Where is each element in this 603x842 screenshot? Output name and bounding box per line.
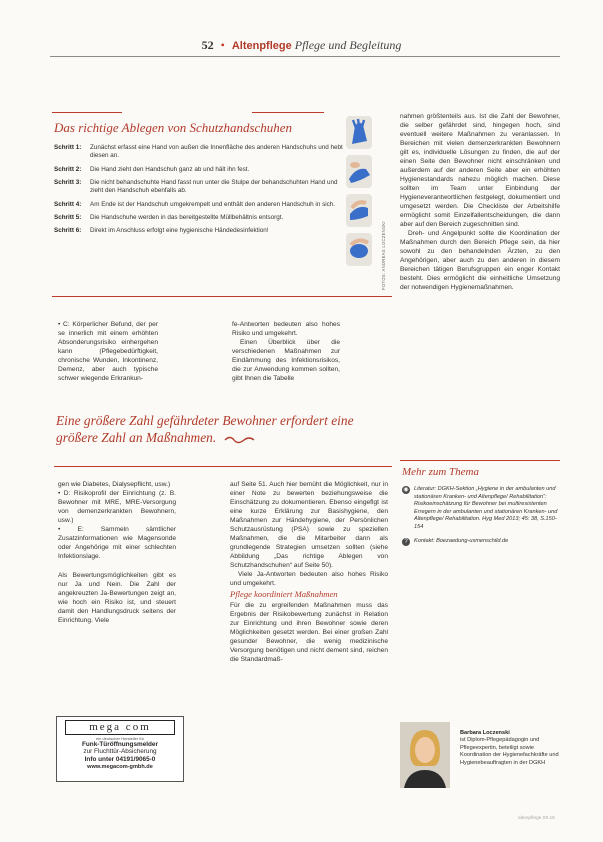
ad-text: zur Fluchttür-Absicherung <box>83 748 157 756</box>
paragraph: gen wie Diabetes, Dialysepflicht, usw.) <box>58 481 171 488</box>
paragraph: fe-Antworten bedeuten also hohes Risiko und umgekehrt. <box>232 321 340 337</box>
step-text: Die Handschuhe werden in das bereitgestellte Müllbehältnis entsorgt. <box>90 213 284 221</box>
reference-list <box>402 486 558 552</box>
flourish-icon <box>224 434 258 444</box>
step-text: Am Ende ist der Handschuh umgekrempelt und enthält den anderen Handschuh in sich. <box>90 200 336 208</box>
text-column <box>58 480 176 625</box>
box-rule <box>252 112 324 113</box>
step-label: Schritt 1: <box>54 144 82 151</box>
paragraph: Für die zu ergreifenden Maßnahmen muss das Ergebnis der Risikobewertung zunächst in Relation zur Einrichtung und ihren Bewohner sowie deren Möglichkeiten gesetzt werden. Bei einer großen Zahl gesunder Bewohner, die wenig medizinische Versorgung benötigen und nicht dement sind, reichen die Standardmaß- <box>230 602 388 663</box>
step-label: Schritt 6: <box>54 227 82 235</box>
paragraph: Viele Ja-Antworten bedeuten also hohes Risiko und umgekehrt. <box>230 571 388 587</box>
info-icon: ? <box>402 538 410 546</box>
paragraph: • D: Risikoprofil der Einrichtung (z. B. Bewohner mit MRE, MRE-Versorgung von demenzerkrankten Bewohnern, usw.) <box>58 490 176 524</box>
text-column <box>230 480 388 664</box>
paragraph: • E: Sammeln sämtlicher Zusatzinformationen wie Magensonde oder Angehörige mit einer schlechten Infektionslage. <box>58 526 176 560</box>
reference-item <box>402 486 558 532</box>
step-label: Schritt 5: <box>54 213 82 221</box>
step-item <box>54 179 344 195</box>
steps-box-title: Das richtige Ablegen von Schutzhandschuhen <box>54 120 293 135</box>
photo-credit: FOTOS: ANDREAS LOCZENSKI <box>381 221 386 290</box>
footer-mark: altenpflege 09.15 <box>518 816 555 821</box>
page-number: 52 <box>201 38 214 52</box>
step-text: Zunächst erfasst eine Hand von außen die Innenfläche des anderen Handschuhs und hebt diesen an. <box>90 144 343 160</box>
text-column <box>400 112 560 292</box>
author-photo <box>400 722 450 788</box>
paragraph: • C: Körperlicher Befund, der per se innerlich mit einem erhöhten Absonderungsrisiko einhergehen kann (Pflegebedürftigkeit, chronische Wunden, Inkontinenz, Demenz, aber auch typische schwer wiegende Erkrankun- <box>58 321 158 382</box>
step-item <box>54 144 344 160</box>
subheading: Pflege koordiniert Maßnahmen <box>230 589 338 599</box>
sidebar-rule <box>400 460 560 461</box>
reference-text: Kontakt: Boezaedung-usmenschild.de <box>414 537 509 544</box>
step-item <box>54 166 344 174</box>
paragraph: nahmen größtenteils aus. Ist die Zahl der Bewohner, die selber gefährdet sind, hingegen hoch, sind eventuell weitere Maßnahmen zu veranlassen. In Bereichen mit vielen demenzerkrankten Bewohnern gilt es, individuelle Lösungen zu finden, die auf der einen Seite den Bewohner nicht einschränken und außerdem auf der anderen Seite aber ein erhöhten Hygienestandards nahezu möglich machen. Diese sollten im Team unter Einbindung der Hygieneverantwortlichen festgelegt, dokumentiert und umgesetzt werden. Die Checkliste der Arbeitshilfe ermöglicht somit Einzelfallentscheidungen, die dann aber auf den Bereich zugeschnitten sind. <box>400 113 560 228</box>
pull-quote <box>56 412 386 446</box>
glove-photo-strip <box>346 116 376 272</box>
ad-phone: Info unter 04191/9065-0 <box>84 755 156 763</box>
advertisement[interactable] <box>56 716 184 782</box>
step-text: Die nicht behandschuhte Hand fasst nun unter die Stulpe der behandschuhten Hand und zieht den Handschuh ebenfalls ab. <box>90 178 338 195</box>
paragraph: Einen Überblick über die verschiedenen Maßnahmen zur Eindämmung des Infektionsrisikos, die zur Anwendung kommen sollten, gibt Ihnen die Tabelle <box>232 339 340 382</box>
step-label: Schritt 4: <box>54 200 82 208</box>
ad-text: ein deutscher Hersteller für <box>95 736 145 741</box>
glove-photo-icon <box>346 155 372 188</box>
ad-logo: mega com <box>65 720 175 735</box>
ad-headline: Funk-Türöffnungsmelder <box>82 741 158 748</box>
step-label: Schritt 3: <box>54 178 82 186</box>
steps-list <box>54 144 344 241</box>
author-name: Barbara Loczenski <box>460 730 510 736</box>
text-column <box>232 320 340 383</box>
step-item <box>54 201 344 209</box>
step-label: Schritt 2: <box>54 165 82 173</box>
glove-photo-icon <box>346 194 372 227</box>
step-item <box>54 214 344 222</box>
paragraph: Als Bewertungsmöglichkeiten gibt es nur Ja und Nein. Die Zahl der angekreuzten Ja-Bewertungen zeigt an, wie hoch ein Risiko ist, und steuert damit den Handlungsdruck seitens der Einrichtung. Viele <box>58 572 176 624</box>
book-icon: ◉ <box>403 487 409 493</box>
header-category: Altenpflege <box>231 40 292 52</box>
text-column <box>58 320 158 383</box>
box-rule <box>52 296 392 297</box>
header-separator: • <box>220 38 225 52</box>
running-header <box>0 38 603 53</box>
step-text: Die Hand zieht den Handschuh ganz ab und hält ihn fest. <box>90 165 250 173</box>
author-description: ist Diplom-Pflegepädagogin und Pflegeexpertin, beteiligt sowie Koordination der Hygienefachkräfte und Hygienebeauftragten in der DGKH <box>460 737 559 766</box>
box-rule <box>52 112 122 113</box>
header-section: Pflege und Begleitung <box>294 38 402 52</box>
header-rule <box>50 56 560 57</box>
ad-url[interactable]: www.megacom-gmbh.de <box>87 763 153 770</box>
more-title: Mehr zum Thema <box>402 466 479 478</box>
author-bio <box>460 730 564 767</box>
reference-item <box>402 538 558 546</box>
pull-quote-text: Eine größere Zahl gefährdeter Bewohner erfordert eine größere Zahl an Maßnahmen. <box>56 413 354 445</box>
paragraph: Dreh- und Angelpunkt sollte die Koordination der Maßnahmen durch den Bereich Pflege sein, da hier sowohl zu den behandelnden Ärzten, zu den Angehörigen, aber auch zu den anderen in diesem Bereichen tätigen Berufsgruppen ein enger Kontakt besteht. Dies ermöglicht die einheitliche Umsetzung der notwendigen Hygienemaßnahmen. <box>400 230 560 291</box>
step-text: Direkt im Anschluss erfolgt eine hygienische Händedesinfektion! <box>90 227 269 235</box>
quote-rule <box>54 466 392 467</box>
glove-photo-icon <box>346 233 372 266</box>
paragraph: auf Seite 51. Auch hier bemüht die Möglichkeit, nur in einer Note zu bewerten beziehungsweise die Einschätzung zu dokumentieren. Ebenso eingeflgt ist eine kurze Erklärung zur Basishygiene, den Maßnahmen zur Händehygiene, der Persönlichen Schutzausrüstung (PSA) sowie zu speziellen Maßnahmen, die die Mitarbeiter dann als grundlegende Strategien umsetzen sollten (siehe Abbildung „Das richtige Ablegen von Schutzhandschuhen“ auf Seite 50). <box>230 481 388 569</box>
step-item <box>54 227 344 235</box>
reference-text: Literatur: DGKH-Sektion „Hygiene in der ambulanten und stationären Kranken- und Altenpflege/ Rehabilitation“: Risikoeinschätzung für Bewohner bei multiresistenten Erregern in der ambulanten und stationären Kranken- und Altenpflege/ Rehabilitation. Hyg Med 2013; 45: 38, S.150-154 <box>414 486 558 530</box>
glove-photo-icon <box>346 116 372 149</box>
